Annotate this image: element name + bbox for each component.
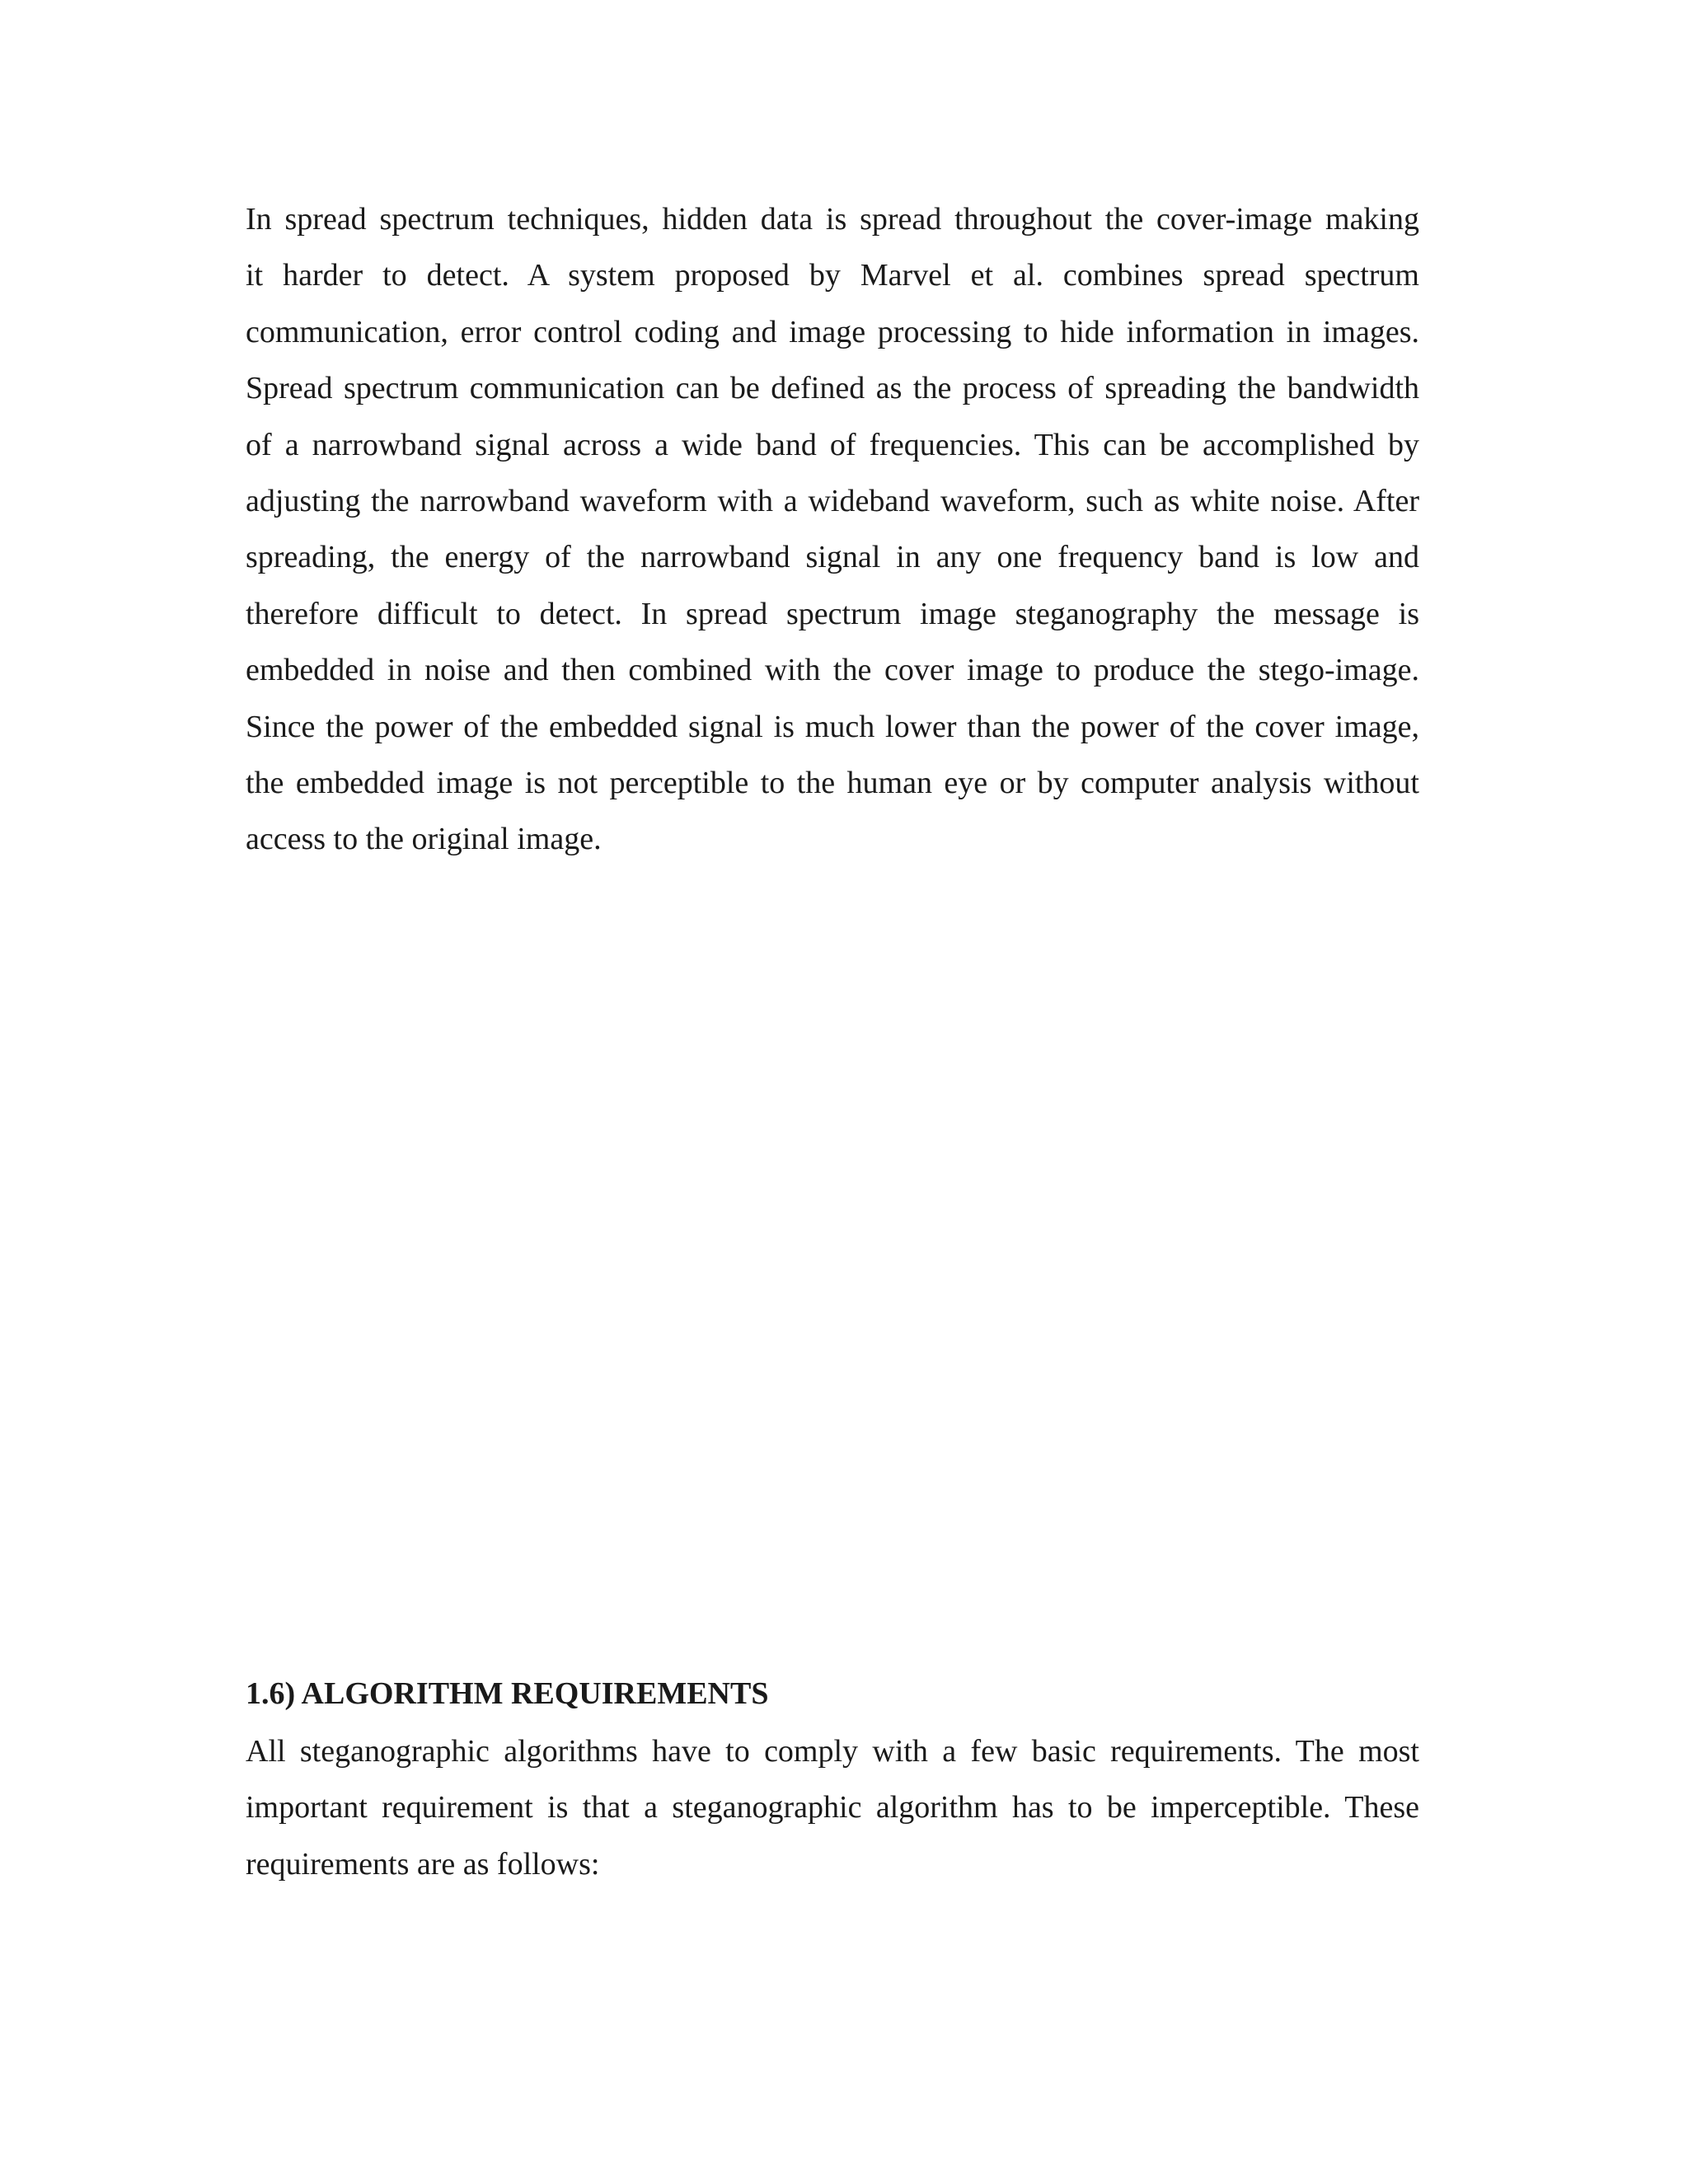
paragraph-line: adjusting the narrowband waveform with a wideband waveform, such as white noise. After bbox=[246, 483, 1419, 518]
paragraph-spread-spectrum bbox=[246, 191, 1419, 868]
paragraph-line: the embedded image is not perceptible to the human eye or by computer analysis without bbox=[246, 765, 1419, 800]
paragraph-line: Since the power of the embedded signal is much lower than the power of the cover image, bbox=[246, 709, 1419, 744]
paragraph-line: requirements are as follows: bbox=[246, 1846, 600, 1882]
paragraph-algorithm-requirements bbox=[246, 1723, 1419, 1892]
section-heading: 1.6) ALGORITHM REQUIREMENTS bbox=[246, 1676, 769, 1711]
paragraph-line: communication, error control coding and image processing to hide information in images. bbox=[246, 314, 1419, 349]
paragraph-line: it harder to detect. A system proposed by Marvel et al. combines spread spectrum bbox=[246, 258, 1419, 293]
paragraph-line: In spread spectrum techniques, hidden data is spread throughout the cover-image making bbox=[246, 202, 1419, 237]
paragraph-line: of a narrowband signal across a wide band of frequencies. This can be accomplished by bbox=[246, 427, 1419, 462]
paragraph-line: spreading, the energy of the narrowband signal in any one frequency band is low and bbox=[246, 540, 1419, 575]
paragraph-line: All steganographic algorithms have to comply with a few basic requirements. The most bbox=[246, 1734, 1419, 1769]
paragraph-line: Spread spectrum communication can be defined as the process of spreading the bandwidth bbox=[246, 371, 1419, 406]
paragraph-line: embedded in noise and then combined with the cover image to produce the stego-image. bbox=[246, 653, 1419, 688]
paragraph-line: important requirement is that a steganographic algorithm has to be imperceptible. These bbox=[246, 1790, 1419, 1825]
paragraph-line: therefore difficult to detect. In spread spectrum image steganography the message is bbox=[246, 596, 1419, 631]
paragraph-line: access to the original image. bbox=[246, 822, 602, 857]
